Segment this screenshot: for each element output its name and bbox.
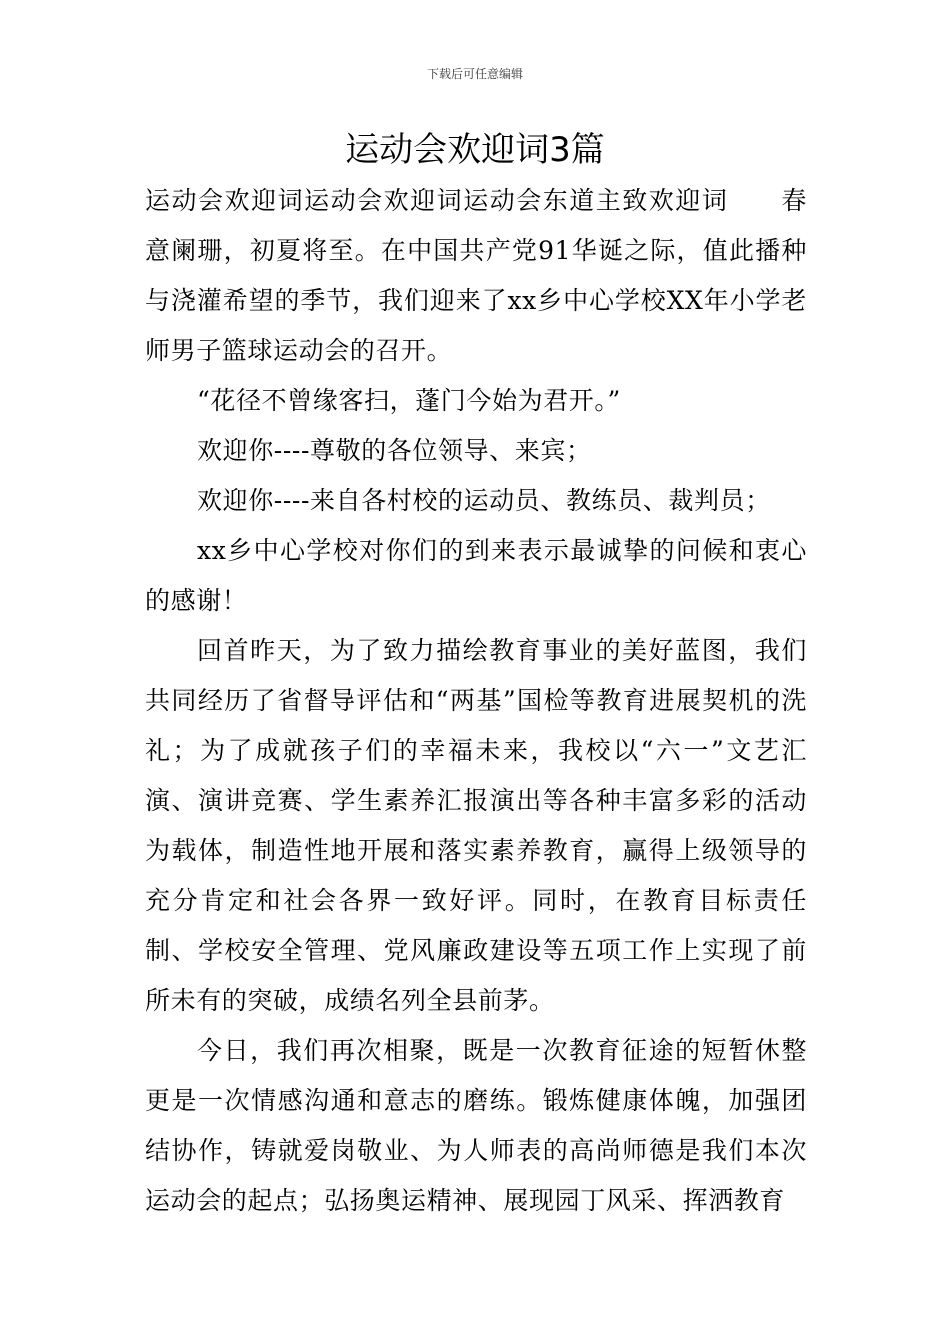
document-body: [145, 176, 807, 1226]
document-title: 运动会欢迎词3篇: [345, 130, 605, 170]
paragraph-intro: 运动会欢迎词运动会欢迎词运动会东道主致欢迎词 春意阑珊，初夏将至。在中国共产党91华诞之际，值此播种与浇灌希望的季节，我们迎来了xx乡中心学校XX年小学老师男子篮球运动会的召开。: [145, 186, 807, 365]
paragraph-review: 回首昨天，为了致力描绘教育事业的美好蓝图，我们共同经历了省督导评估和“两基”国检等教育进展契机的洗礼；为了成就孩子们的幸福未来，我校以“六一”文艺汇演、演讲竞赛、学生素养汇报演出等各种丰富多彩的活动为载体，制造性地开展和落实素养教育，赢得上级领导的充分肯定和社会各界一致好评。同时，在教育目标责任制、学校安全管理、党风廉政建设等五项工作上实现了前所未有的突破，成绩名列全县前茅。: [145, 636, 807, 1015]
paragraph-today: 今日，我们再次相聚，既是一次教育征途的短暂休整更是一次情感沟通和意志的磨练。锻炼健康体魄，加强团结协作，铸就爱岗敬业、为人师表的高尚师德是我们本次运动会的起点；弘扬奥运精神、展现园丁风采、挥洒教育: [145, 1036, 807, 1215]
header-note: 下载后可任意编辑: [426, 67, 523, 81]
paragraph-quote: “花径不曾缘客扫，蓬门今始为君开。”: [197, 386, 621, 415]
paragraph-greeting: xx乡中心学校对你们的到来表示最诚挚的问候和衷心的感谢！: [145, 536, 807, 615]
paragraph-welcome-leaders: 欢迎你----尊敬的各位领导、来宾；: [197, 436, 592, 465]
paragraph-welcome-athletes: 欢迎你----来自各村校的运动员、教练员、裁判员；: [197, 486, 771, 515]
